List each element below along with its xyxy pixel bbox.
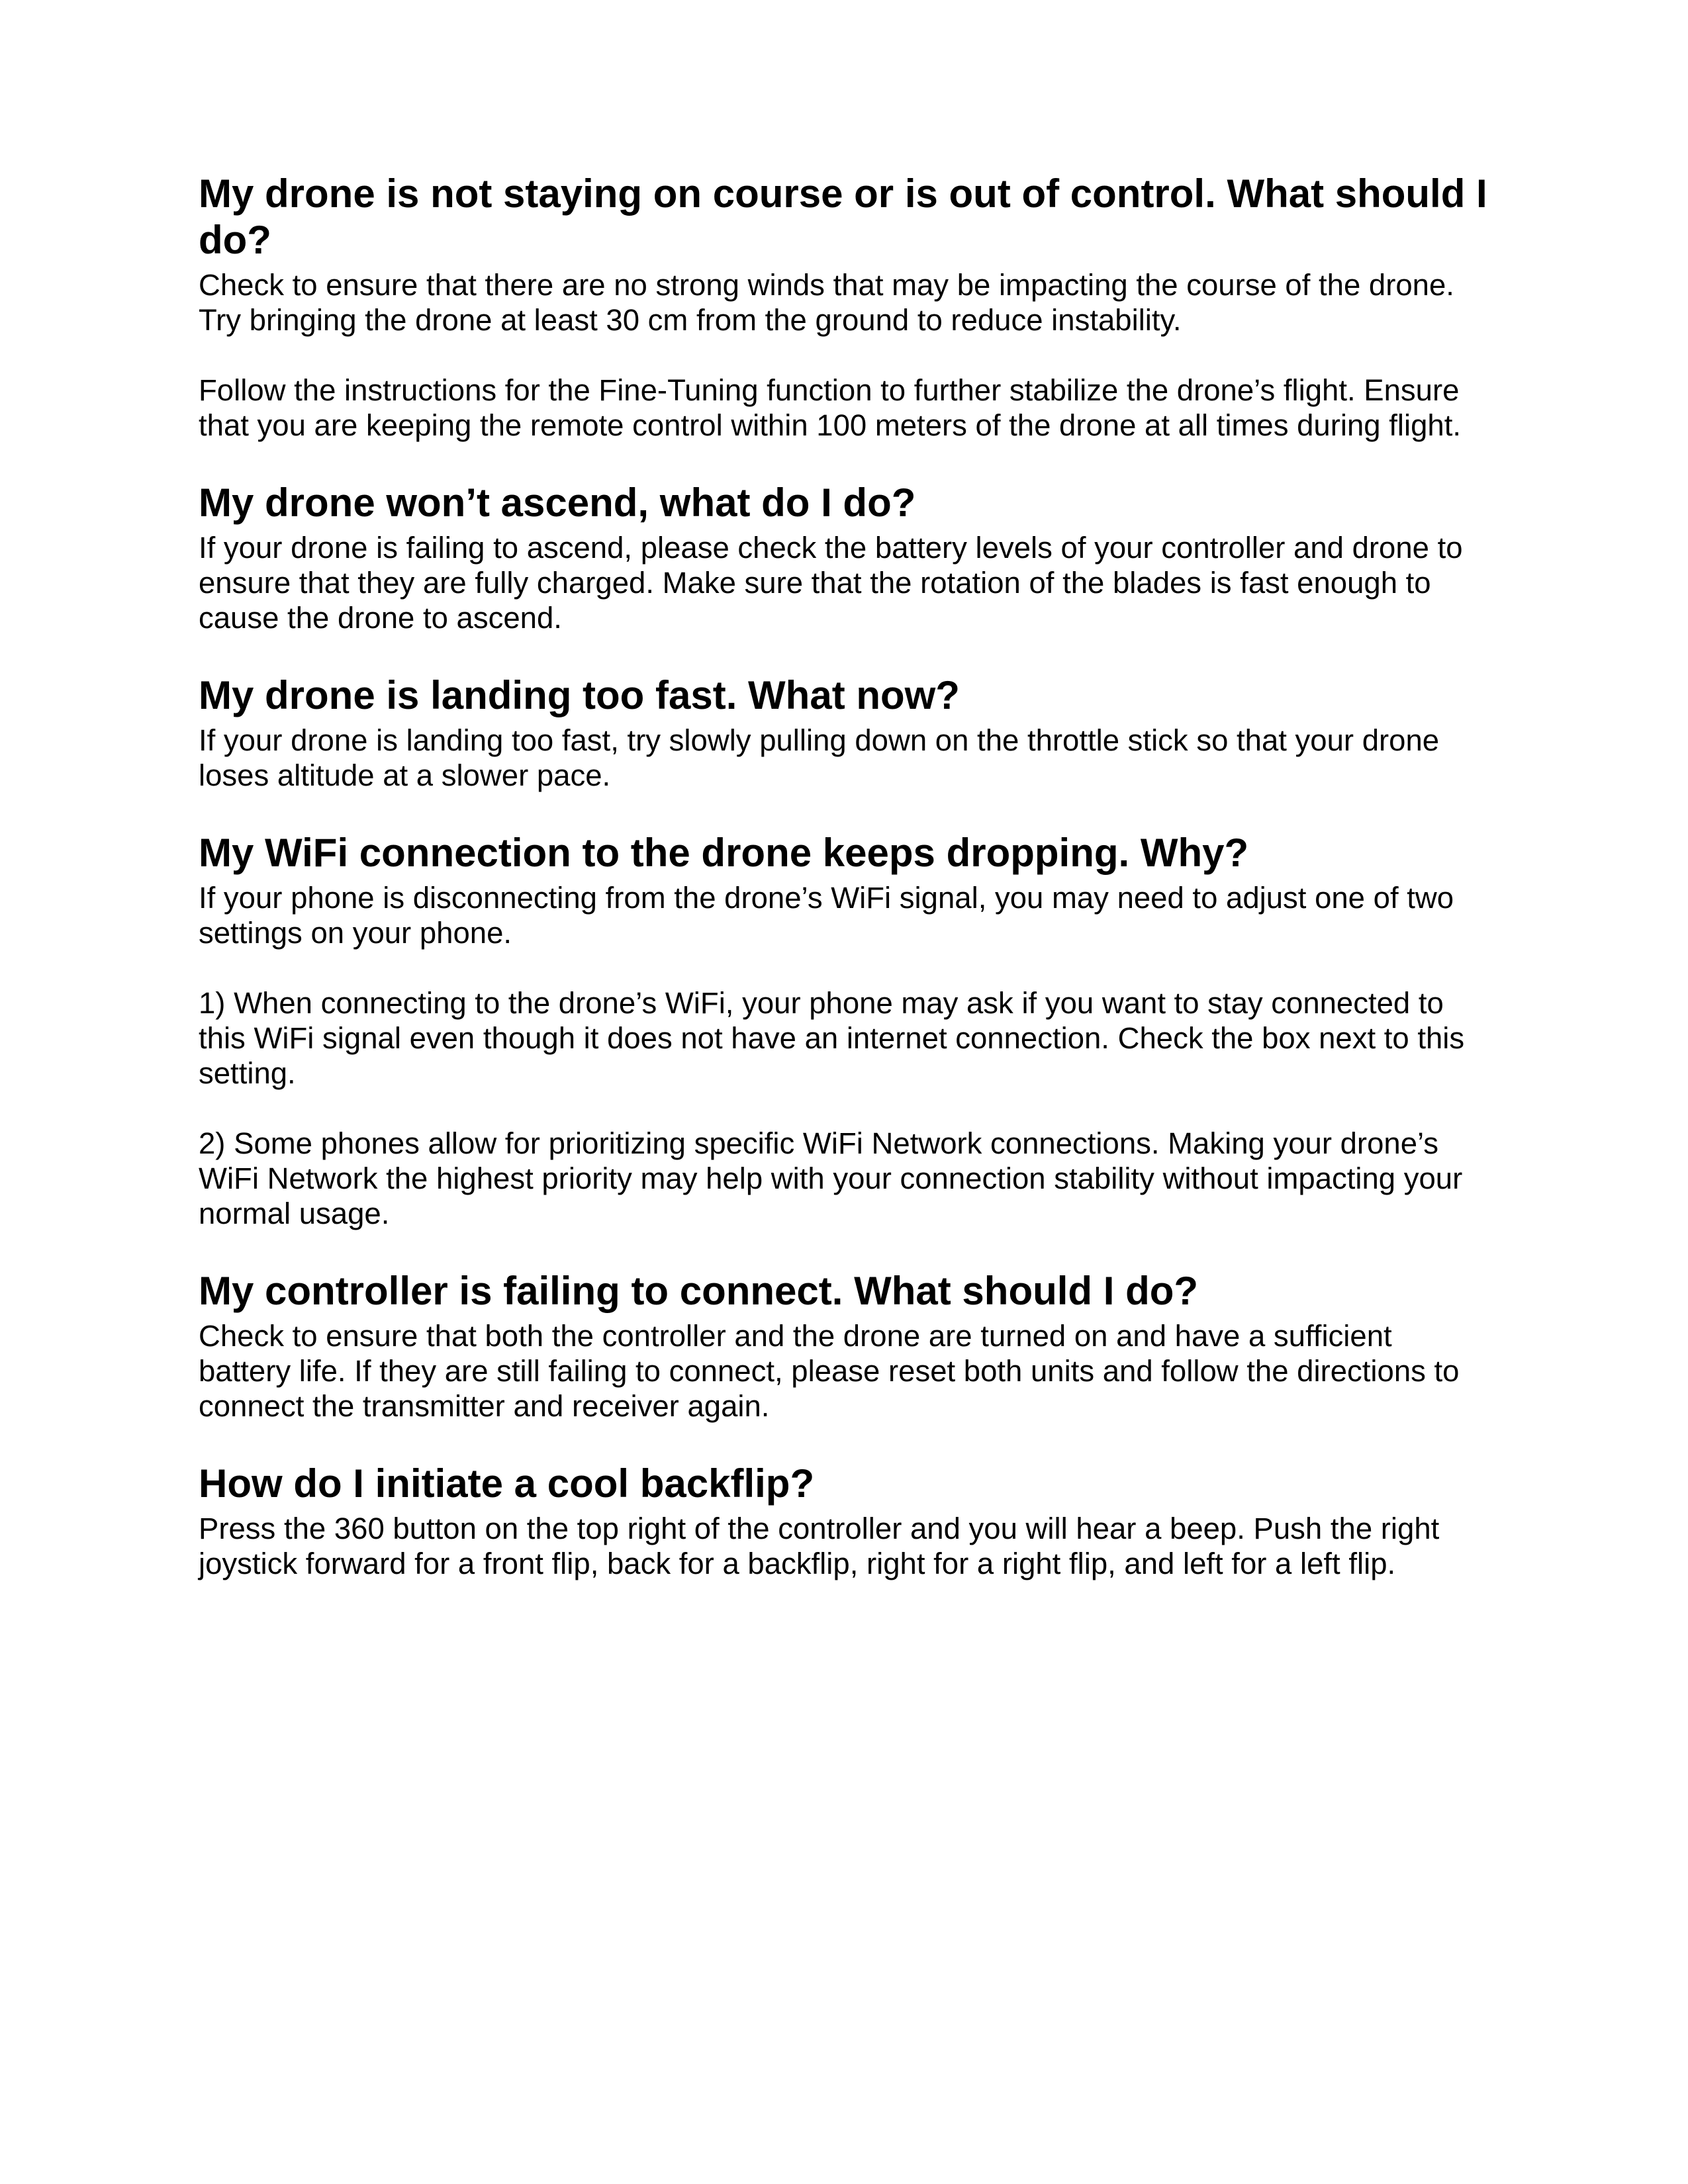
faq-section-wifi <box>199 830 1489 1231</box>
faq-answer-paragraph: Check to ensure that both the controller and the drone are turned on and have a sufficient battery life. If they are still failing to connect, please reset both units and follow the directions to connect the transmitter and receiver again. <box>199 1319 1460 1423</box>
faq-document <box>199 171 1489 1581</box>
faq-question: My drone won’t ascend, what do I do? <box>199 480 916 525</box>
faq-answer-paragraph: Check to ensure that there are no strong winds that may be impacting the course of the drone. Try bringing the drone at least 30 cm from the ground to reduce instability. <box>199 268 1454 337</box>
faq-answer-paragraph: 2) Some phones allow for prioritizing specific WiFi Network connections. Making your drone’s WiFi Network the highest priority may help with your connection stability without impacting your normal usage. <box>199 1126 1463 1230</box>
faq-answer-paragraph: 1) When connecting to the drone’s WiFi, your phone may ask if you want to stay connected to this WiFi signal even though it does not have an internet connection. Check the box next to this setting. <box>199 986 1465 1090</box>
faq-section-backflip <box>199 1461 1489 1581</box>
faq-section-course-control <box>199 171 1489 443</box>
faq-question: My drone is not staying on course or is out of control. What should I do? <box>199 171 1487 262</box>
faq-section-ascend <box>199 480 1489 635</box>
faq-question: How do I initiate a cool backflip? <box>199 1461 815 1506</box>
faq-section-controller <box>199 1268 1489 1424</box>
faq-answer-paragraph: Follow the instructions for the Fine-Tuning function to further stabilize the drone’s flight. Ensure that you are keeping the remote control within 100 meters of the drone at all times during flight. <box>199 373 1462 442</box>
faq-answer-paragraph: If your drone is failing to ascend, please check the battery levels of your controller and drone to ensure that they are fully charged. Make sure that the rotation of the blades is fast enough to cause the drone to ascend. <box>199 531 1463 635</box>
faq-question: My drone is landing too fast. What now? <box>199 673 960 717</box>
faq-question: My controller is failing to connect. What should I do? <box>199 1269 1199 1313</box>
faq-answer-paragraph: If your drone is landing too fast, try slowly pulling down on the throttle stick so that your drone loses altitude at a slower pace. <box>199 723 1440 792</box>
faq-question: My WiFi connection to the drone keeps dropping. Why? <box>199 831 1249 875</box>
faq-section-landing <box>199 672 1489 793</box>
faq-answer-paragraph: Press the 360 button on the top right of the controller and you will hear a beep. Push the right joystick forward for a front flip, back for a backflip, right for a right flip, and left for a left flip. <box>199 1512 1440 1580</box>
faq-answer-paragraph: If your phone is disconnecting from the drone’s WiFi signal, you may need to adjust one of two settings on your phone. <box>199 881 1454 950</box>
